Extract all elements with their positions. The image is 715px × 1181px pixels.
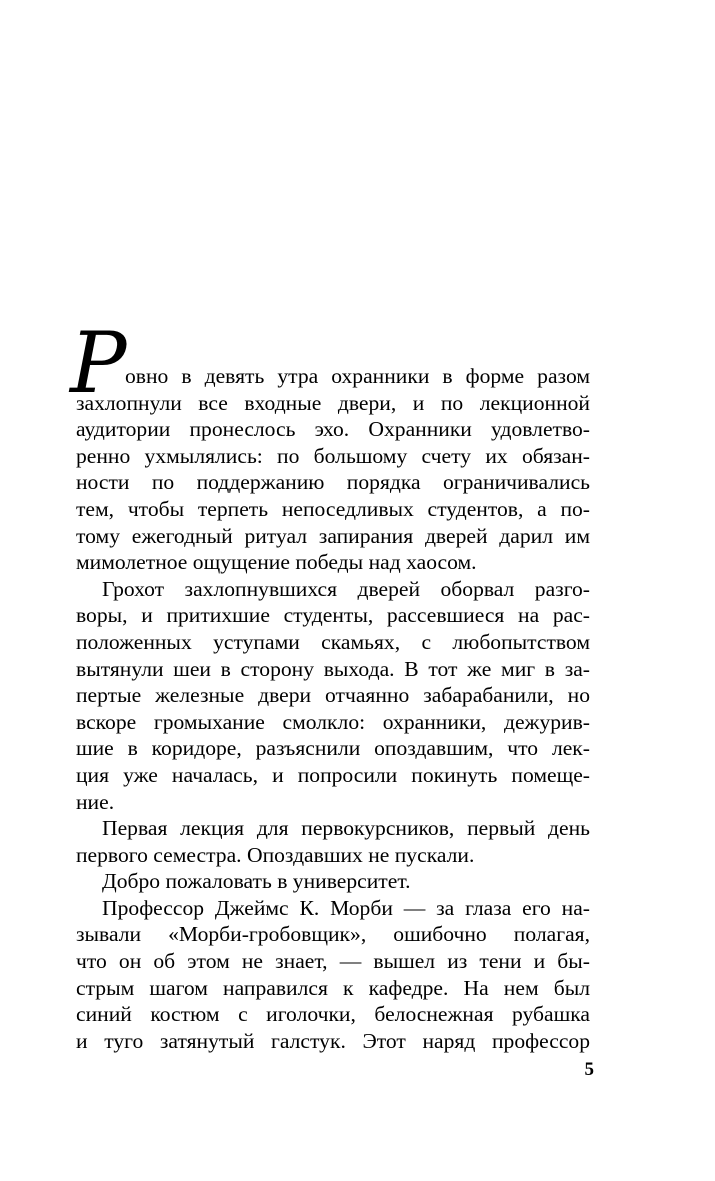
text-line: вскоре громыхание смолкло: охранники, дежурив- <box>76 709 590 734</box>
text-line: зывали «Морби-гробовщик», ошибочно полагая, <box>76 922 590 947</box>
paragraph-3 <box>76 815 590 868</box>
paragraph-5 <box>76 895 590 1055</box>
text-line: овно в девять утра охранники в форме разом <box>125 364 590 388</box>
text-line: положенных уступами скамьях, с любопытством <box>76 629 590 654</box>
paragraph-4 <box>76 868 590 895</box>
text-line: Первая лекция для первокурсников, первый день <box>102 816 590 841</box>
text-line: пертые железные двери отчаянно забарабанили, но <box>76 683 590 708</box>
text-line: ренно ухмылялись: по большому счету их обязан- <box>76 443 590 468</box>
paragraph-1 <box>70 314 590 576</box>
text-line: стрым шагом направился к кафедре. На нем был <box>76 975 590 1000</box>
text-line: и туго затянутый галстук. Этот наряд профессор <box>76 1028 590 1053</box>
text-line: тому ежегодный ритуал запирания дверей дарил им <box>76 523 590 548</box>
text-line: захлопнули все входные двери, и по лекционной <box>76 390 590 415</box>
text-line: тем, чтобы терпеть непоседливых студентов, а по- <box>76 496 590 521</box>
text-line: Грохот захлопнувшихся дверей оборвал разго- <box>102 576 590 601</box>
body-text <box>70 314 590 1054</box>
text-line: аудитории пронеслось эхо. Охранники удовлетво- <box>76 417 590 442</box>
text-line: что он об этом не знает, — вышел из тени и бы- <box>76 949 590 974</box>
text-line: вытянули шеи в сторону выхода. В тот же миг в за- <box>76 656 590 681</box>
page-number: 5 <box>584 1059 594 1080</box>
text-line: Профессор Джеймс К. Морби — за глаза его на- <box>102 895 590 920</box>
text-line: ности по поддержанию порядка ограничивались <box>76 470 590 495</box>
text-line: синий костюм с иголочки, белоснежная рубашка <box>76 1002 590 1027</box>
text-line: шие в коридоре, разъяснили опоздавшим, что лек- <box>76 736 590 761</box>
paragraph-2 <box>76 576 590 815</box>
text-line: ция уже началась, и попросили покинуть помеще- <box>76 762 590 787</box>
dropcap-letter: Р <box>70 314 127 412</box>
text-line: первого семестра. Опоздавших не пускали. <box>76 842 475 867</box>
text-line: Добро пожаловать в университет. <box>102 869 411 894</box>
text-line: мимолетное ощущение победы над хаосом. <box>76 550 477 575</box>
text-line: ние. <box>76 789 115 814</box>
text-line: воры, и притихшие студенты, рассевшиеся на рас- <box>76 603 590 628</box>
